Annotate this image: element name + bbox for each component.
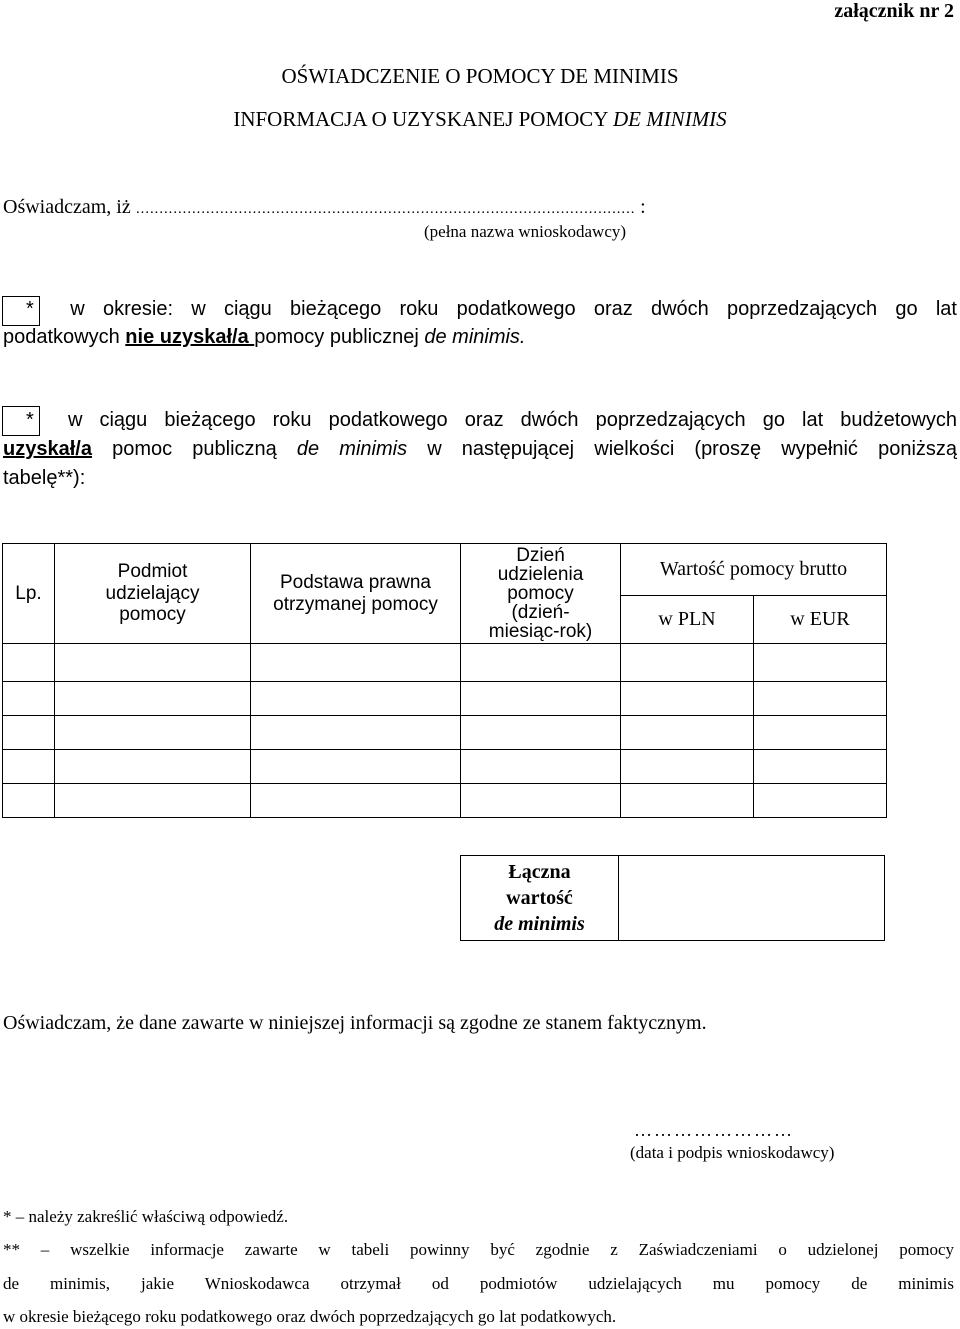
declaration-line (3, 196, 957, 219)
option-not-received-line1 (26, 298, 957, 321)
cell-pln[interactable] (621, 716, 754, 750)
cell-pln[interactable] (621, 784, 754, 818)
table-row (3, 682, 887, 716)
option1-star: * (26, 298, 34, 320)
cell-date[interactable] (461, 750, 621, 784)
header-entity-line: Podmiot (117, 560, 188, 582)
document-title: OŚWIADCZENIE O POMOCY DE MINIMIS (281, 64, 679, 88)
header-date-line: (dzień- (511, 602, 570, 623)
option1-text1: w okresie: w ciągu bieżącego roku podatkowego oraz dwóch poprzedzających go lat (70, 298, 957, 320)
signature-field[interactable]: …………………… (634, 1120, 794, 1140)
cell-eur[interactable] (754, 784, 887, 818)
cell-date[interactable] (461, 716, 621, 750)
cell-date[interactable] (461, 644, 621, 682)
option-received-line2 (3, 438, 957, 461)
declaration-prefix: Oświadczam, iż (3, 196, 131, 218)
option1-bold: nie uzyskał/a (125, 326, 255, 348)
cell-date[interactable] (461, 682, 621, 716)
option-received-line1 (26, 409, 957, 432)
header-date-line: pomocy (507, 583, 574, 604)
cell-eur[interactable] (754, 716, 887, 750)
declaration-suffix: : (635, 196, 646, 218)
aid-table (2, 543, 887, 818)
header-date-line: Dzień (516, 545, 565, 566)
cell-basis[interactable] (251, 750, 461, 784)
cell-eur[interactable] (754, 644, 887, 682)
header-date-line: miesiąc-rok) (488, 621, 593, 642)
footnote-2-line1: ** – wszelkie informacje zawarte w tabeli powinny być zgodnie z Zaświadczeniami o udzielonej pomocy (3, 1240, 954, 1259)
cell-entity[interactable] (55, 644, 251, 682)
cell-basis[interactable] (251, 784, 461, 818)
option2-text2b: w następującej wielkości (proszę wypełnić poniższą (407, 438, 958, 460)
cell-lp[interactable] (3, 682, 55, 716)
cell-date[interactable] (461, 784, 621, 818)
footnote-2-line2: de minimis, jakie Wnioskodawca otrzymał od podmiotów udzielających mu pomocy de minimis (3, 1274, 954, 1293)
option2-star: * (26, 409, 34, 431)
option2-text2a: pomoc publiczną (91, 438, 297, 460)
option2-italic: de minimis (296, 438, 408, 460)
applicant-name-field[interactable]: ........................................................................................................... (135, 200, 636, 217)
table-header-row (3, 544, 887, 596)
cell-lp[interactable] (3, 716, 55, 750)
cell-pln[interactable] (621, 682, 754, 716)
header-gross-value: Wartość pomocy brutto (621, 544, 887, 596)
option1-italic: de minimis. (424, 326, 526, 348)
total-label-italic: de minimis (494, 913, 585, 935)
accuracy-statement: Oświadczam, że dane zawarte w niniejszej informacji są zgodne ze stanem faktycznym. (3, 1012, 707, 1034)
table-row (3, 784, 887, 818)
total-label-line: Łączna (508, 861, 571, 883)
header-date-line: udzielenia (497, 564, 584, 585)
applicant-name-caption: (pełna nazwa wnioskodawcy) (424, 222, 627, 241)
subtitle-text: INFORMACJA O UZYSKANEJ POMOCY (233, 107, 613, 131)
header-lp: Lp. (3, 544, 55, 644)
footnote-1: * – należy zakreślić właściwą odpowiedź. (3, 1207, 289, 1226)
header-legal-basis (251, 544, 461, 644)
cell-lp[interactable] (3, 750, 55, 784)
cell-basis[interactable] (251, 644, 461, 682)
cell-lp[interactable] (3, 644, 55, 682)
cell-eur[interactable] (754, 682, 887, 716)
option2-text3: tabelę**): (3, 467, 86, 489)
header-entity-line: udzielający (105, 582, 200, 604)
option1-text2b: pomocy publicznej (254, 326, 425, 348)
cell-pln[interactable] (621, 750, 754, 784)
cell-eur[interactable] (754, 750, 887, 784)
header-grant-date (461, 544, 621, 644)
annex-label: załącznik nr 2 (834, 0, 954, 22)
cell-basis[interactable] (251, 682, 461, 716)
footnote-2-line3: w okresie bieżącego roku podatkowego oraz dwóch poprzedzających go lat podatkowych. (3, 1307, 617, 1326)
table-row (3, 716, 887, 750)
option2-text1: w ciągu bieżącego roku podatkowego oraz dwóch poprzedzających go lat budżetowych (67, 409, 957, 431)
header-entity (55, 544, 251, 644)
cell-lp[interactable] (3, 784, 55, 818)
header-eur: w EUR (754, 596, 887, 644)
header-basis-line: otrzymanej pomocy (273, 593, 438, 615)
cell-entity[interactable] (55, 682, 251, 716)
document-subtitle (0, 107, 960, 132)
header-basis-line: Podstawa prawna (279, 571, 432, 593)
cell-pln[interactable] (621, 644, 754, 682)
option2-bold: uzyskał/a (3, 438, 92, 460)
total-value-cell[interactable] (619, 856, 885, 941)
header-entity-line: pomocy (119, 604, 186, 626)
signature-caption: (data i podpis wnioskodawcy) (630, 1143, 835, 1162)
option-not-received-line2 (3, 326, 526, 349)
subtitle-italic: DE MINIMIS (612, 107, 727, 131)
cell-entity[interactable] (55, 784, 251, 818)
option1-text2a: podatkowych (3, 326, 126, 348)
table-row (3, 644, 887, 682)
cell-basis[interactable] (251, 716, 461, 750)
total-label (461, 856, 619, 941)
cell-entity[interactable] (55, 750, 251, 784)
total-table (460, 855, 885, 941)
total-label-line: wartość (506, 887, 573, 909)
table-row (3, 750, 887, 784)
header-pln: w PLN (621, 596, 754, 644)
cell-entity[interactable] (55, 716, 251, 750)
